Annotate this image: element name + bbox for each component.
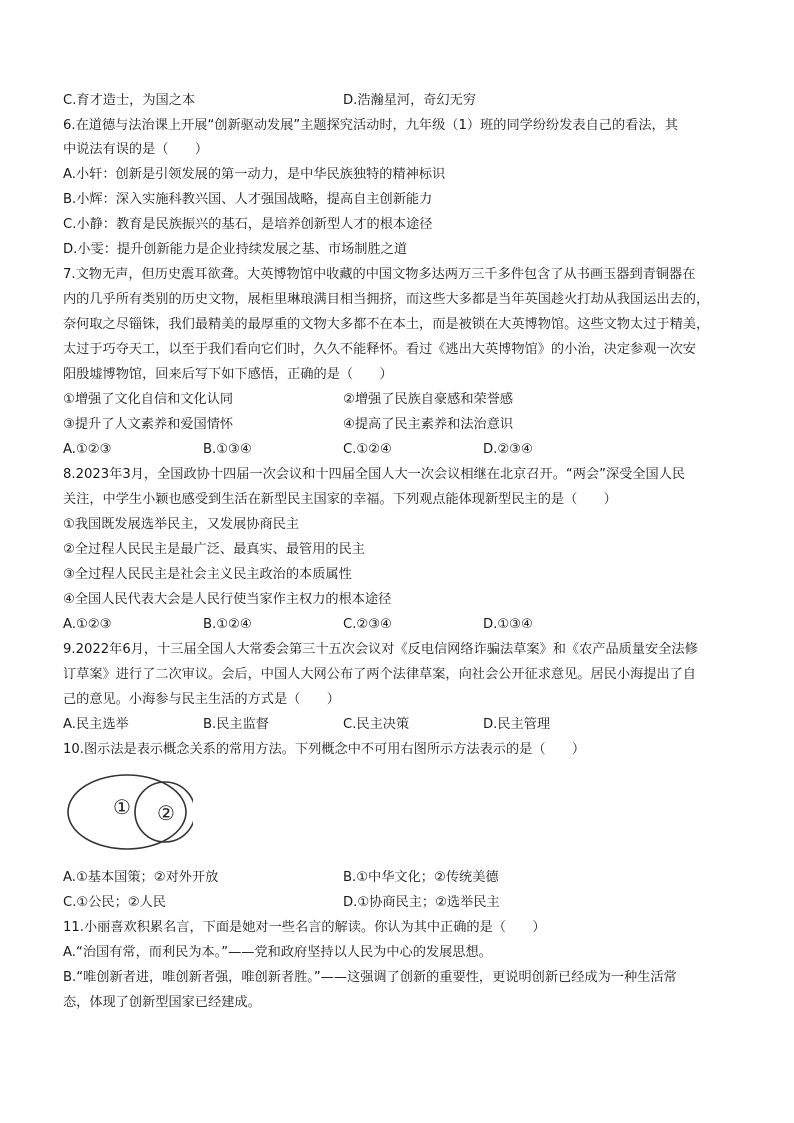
q6-option-b: B.小辉：深入实施科教兴国、人才强国战略，提高自主创新能力	[63, 192, 433, 207]
q9-option-a: A.民主选举	[63, 717, 129, 732]
q6-stem-line-2: 中说法有误的是（ ）	[63, 142, 209, 157]
q11-option-a: A.“治国有常，而利民为本。”——党和政府坚持以人民为中心的发展思想。	[63, 945, 492, 960]
q7-item-4: ④提高了民主素养和法治意识	[343, 417, 514, 432]
q8-option-a: A.①②③	[63, 617, 112, 632]
q7-option-a: A.①②③	[63, 442, 112, 457]
q7-stem-line-3: 奈何取之尽锱铢，我们最精美的最厚重的文物大多都不在本土，而是被锁在大英博物馆。这些文物太过于精美，	[63, 317, 710, 332]
q9-option-b: B.民主监督	[203, 717, 269, 732]
q6-option-c: C.小静：教育是民族振兴的基石，是培养创新型人才的根本途径	[63, 217, 433, 232]
q10-stem-line-1: 10.图示法是表示概念关系的常用方法。下列概念中不可用右图所示方法表示的是（ ）	[63, 742, 586, 757]
q10-option-b: B.①中华文化；②传统美德	[343, 870, 499, 885]
q9-stem-line-1: 9.2022年6月，十三届全国人大常委会第三十五次会议对《反电信网络诈骗法草案》和《农产品质量安全法修	[63, 642, 698, 657]
q8-option-d: D.①③④	[483, 617, 533, 632]
q11-option-b-line-2: 态，体现了创新型国家已经建成。	[63, 995, 261, 1010]
q5-option-d: D.浩瀚星河，奇幻无穷	[343, 93, 477, 108]
venn-svg	[63, 770, 193, 854]
q7-stem-line-4: 太过于巧夺天工，以至于我们看向它们时，久久不能释怀。看过《逃出大英博物馆》的小治，决定参观一次安	[63, 342, 696, 357]
q7-item-3: ③提升了人文素养和爱国情怀	[63, 417, 234, 432]
q8-item-1: ①我国既发展选举民主，又发展协商民主	[63, 517, 300, 532]
q8-stem-line-1: 8.2023年3月，全国政协十四届一次会议和十四届全国人大一次会议相继在北京召开。“两会”深受全国人民	[63, 467, 686, 482]
q9-option-c: C.民主决策	[343, 717, 410, 732]
inner-label: ②	[157, 801, 175, 825]
q7-stem-line-1: 7.文物无声，但历史震耳欲聋。大英博物馆中收藏的中国文物多达两万三千多件包含了从书画玉器到青铜器在	[63, 267, 696, 282]
q8-option-c: C.②③④	[343, 617, 392, 632]
q7-stem-line-5: 阳殷墟博物馆，回来后写下如下感悟，正确的是（ ）	[63, 367, 393, 382]
q6-stem-line-1: 6.在道德与法治课上开展“创新驱动发展”主题探究活动时，九年级（1）班的同学纷纷发表自己的看法，其	[63, 118, 678, 133]
q9-stem-line-3: 己的意见。小海参与民主生活的方式是（ ）	[63, 692, 340, 707]
q8-item-3: ③全过程人民民主是社会主义民主政治的本质属性	[63, 567, 352, 582]
q8-item-4: ④全国人民代表大会是人民行使当家作主权力的根本途径	[63, 592, 392, 607]
q11-option-b-line-1: B.“唯创新者进，唯创新者强，唯创新者胜。”——这强调了创新的重要性，更说明创新已经成为一种生活常	[63, 970, 677, 985]
q10-venn-diagram	[63, 770, 193, 854]
q9-option-d: D.民主管理	[483, 717, 551, 732]
q11-stem-line-1: 11.小丽喜欢积累名言，下面是她对一些名言的解读。你认为其中正确的是（ ）	[63, 920, 546, 935]
q7-item-1: ①增强了文化自信和文化认同	[63, 392, 234, 407]
q7-option-b: B.①③④	[203, 442, 252, 457]
outer-label: ①	[113, 795, 131, 819]
q7-option-c: C.①②④	[343, 442, 392, 457]
q5-option-c: C.育才造士，为国之本	[63, 93, 196, 108]
q8-item-2: ②全过程人民民主是最广泛、最真实、最管用的民主	[63, 542, 365, 557]
q7-option-d: D.②③④	[483, 442, 533, 457]
q10-option-d: D.①协商民主；②选举民主	[343, 895, 500, 910]
q7-stem-line-2: 内的几乎所有类别的历史文物，展柜里琳琅满目相当拥挤，而这些大多都是当年英国趁火打劫从我国运出去的，	[63, 292, 710, 307]
q7-item-2: ②增强了民族自豪感和荣誉感	[343, 392, 514, 407]
q8-option-b: B.①②④	[203, 617, 252, 632]
q8-stem-line-2: 关注，中学生小颖也感受到生活在新型民主国家的幸福。下列观点能体现新型民主的是（ ）	[63, 492, 617, 507]
q6-option-d: D.小雯：提升创新能力是企业持续发展之基、市场制胜之道	[63, 242, 408, 257]
q6-option-a: A.小轩：创新是引领发展的第一动力，是中华民族独特的精神标识	[63, 167, 446, 182]
q10-option-c: C.①公民；②人民	[63, 895, 166, 910]
q9-stem-line-2: 订草案》进行了二次审议。会后，中国人大网公布了两个法律草案，向社会公开征求意见。居民小海提出了自	[63, 667, 696, 682]
q10-option-a: A.①基本国策；②对外开放	[63, 870, 219, 885]
